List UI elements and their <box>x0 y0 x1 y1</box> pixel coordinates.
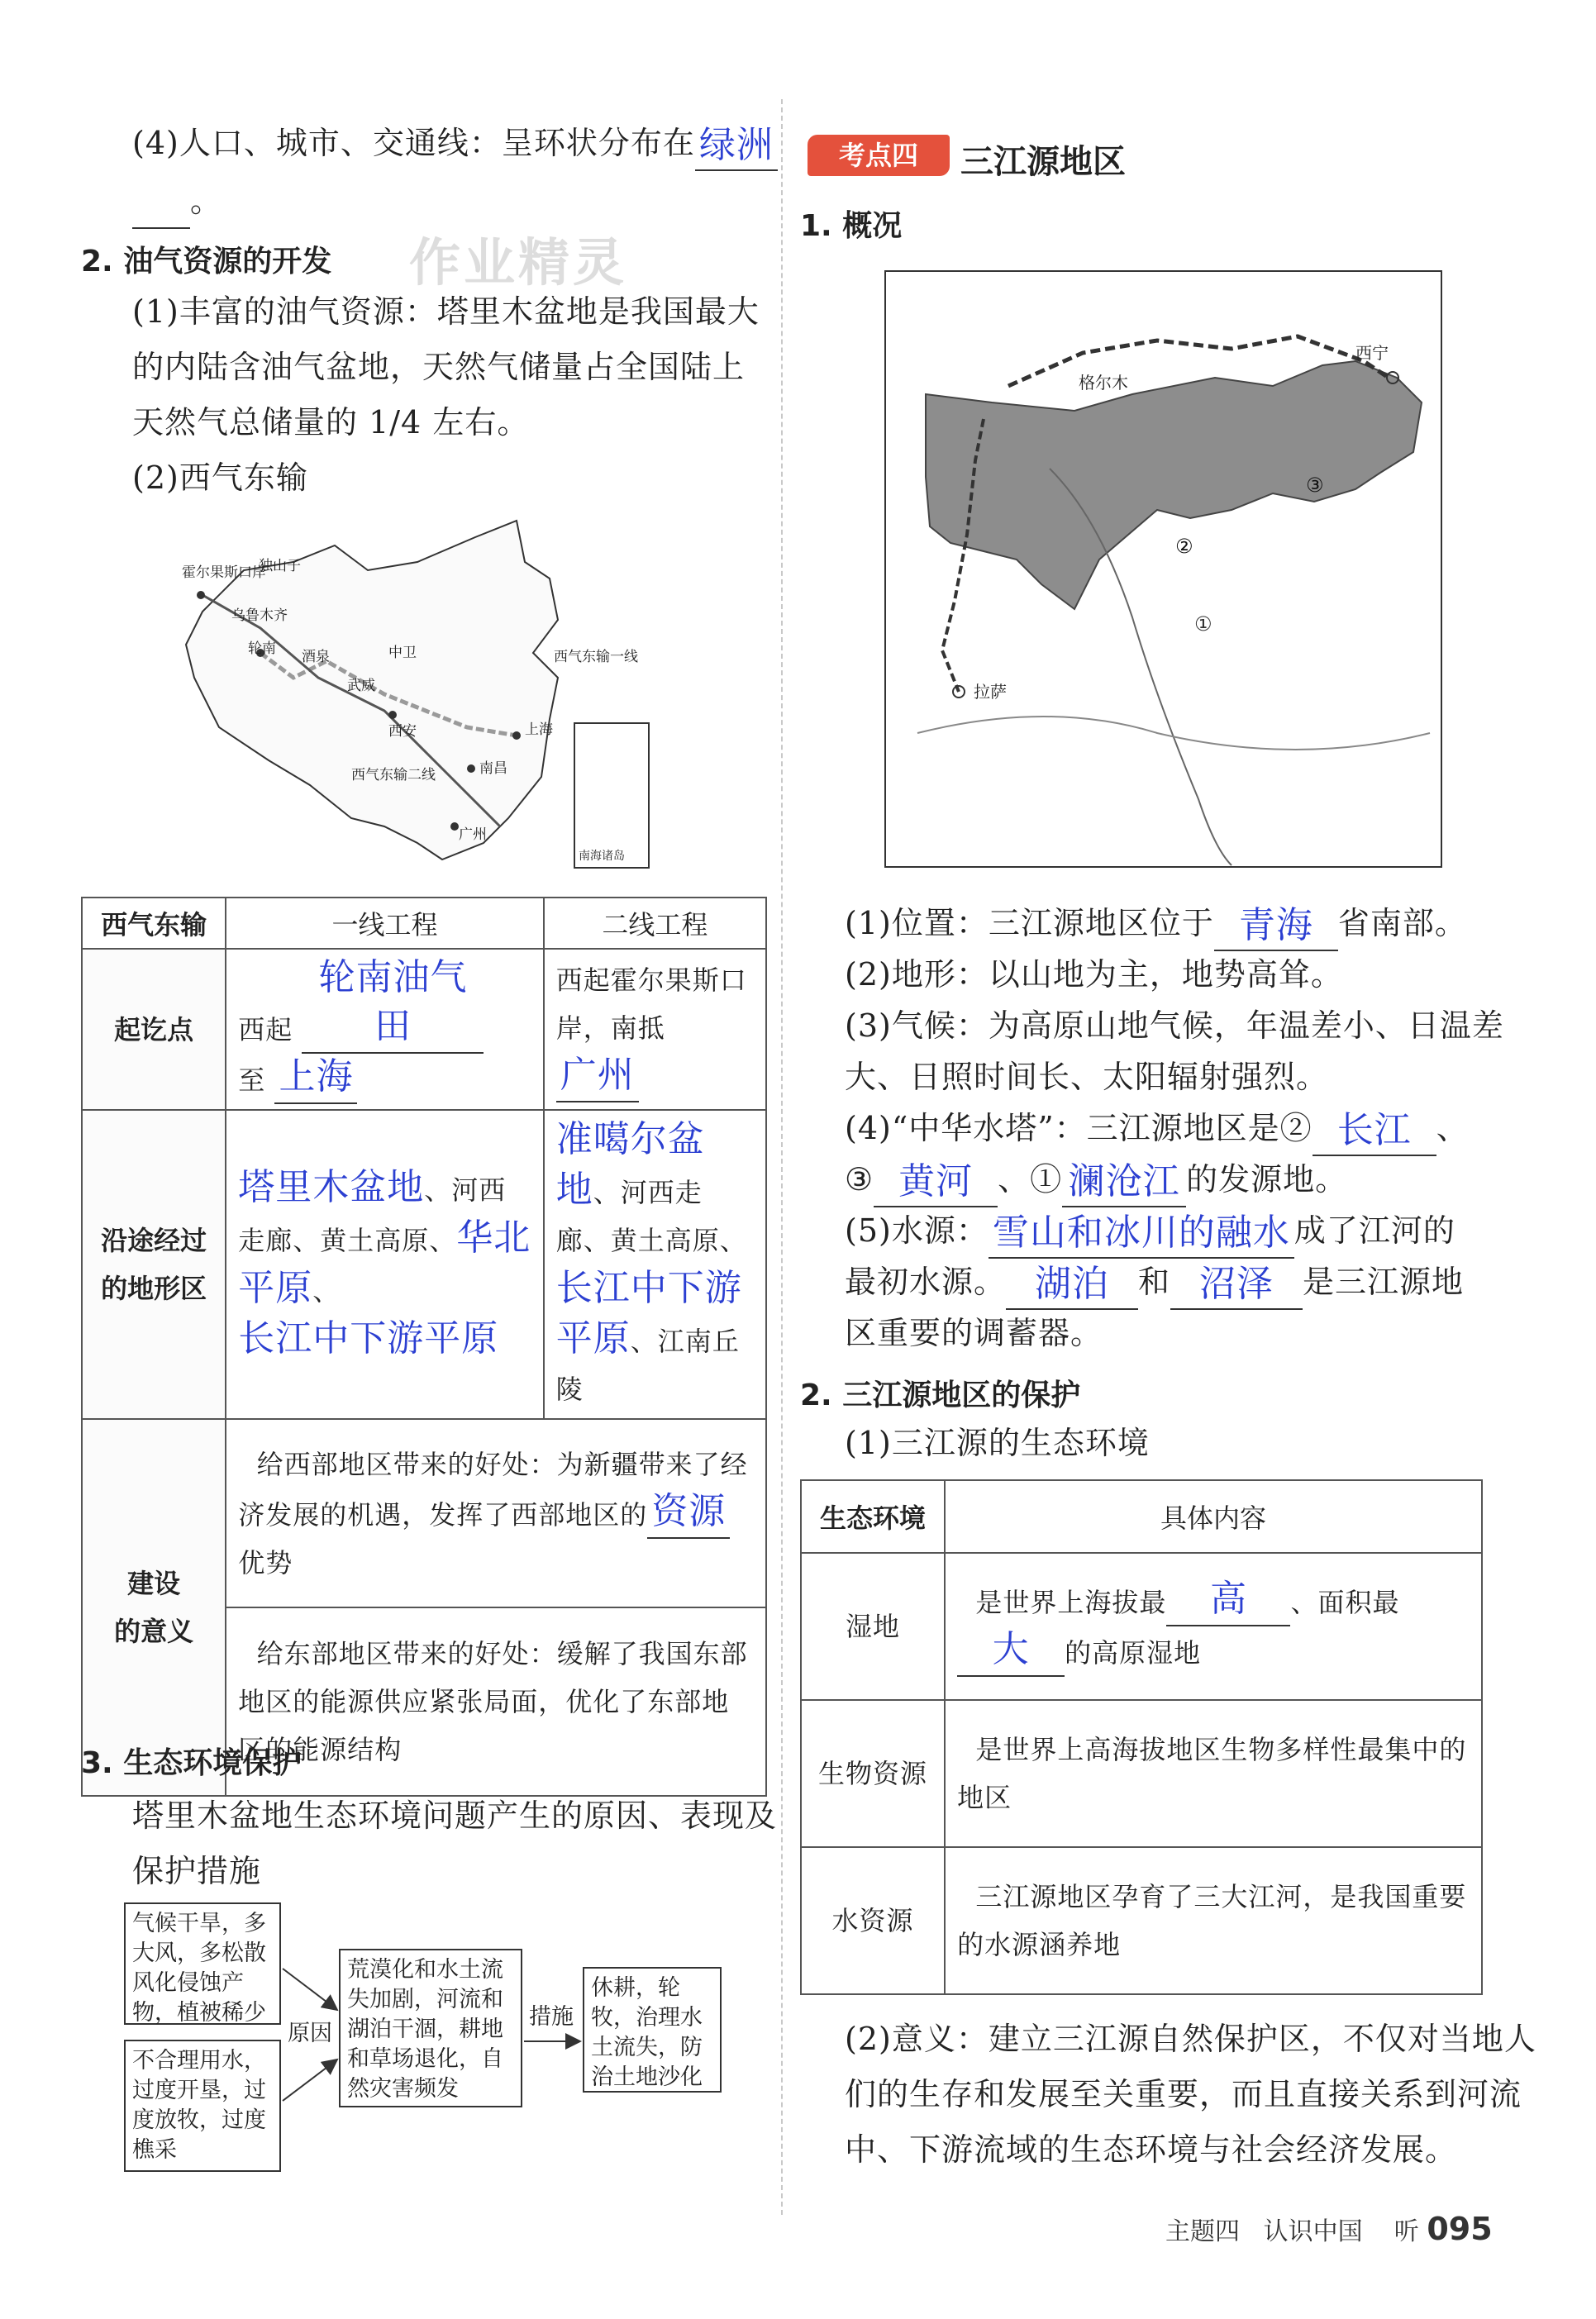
significance-l2: 们的生存和发展至关重要，而且直接关系到河流 <box>845 2076 1522 2112</box>
map-label: 中卫 <box>388 645 417 661</box>
arrow <box>283 1969 337 2010</box>
flow-cause-2: 不合理用水，过度开垦，过度放牧，过度樵采 <box>124 2040 281 2172</box>
map-label: 酒泉 <box>302 649 330 665</box>
r-section-2-title: 2. 三江源地区的保护 <box>800 1379 1081 1412</box>
map-label: 拉萨 <box>974 682 1007 702</box>
map-label: 独山子 <box>259 558 301 574</box>
map-label: 广州 <box>459 826 487 843</box>
q3-l2: 大、日照时间长、太阳辐射强烈。 <box>845 1059 1329 1095</box>
q4-l1: (4)“中华水塔”：三江源地区是② 长江 、 <box>845 1101 1469 1156</box>
west-east-gas-table <box>81 897 767 1797</box>
t2-water: 三江源地区孕育了三大江河，是我国重要的水源涵养地 <box>945 1847 1482 1994</box>
watermark: 作业精灵 <box>409 232 628 293</box>
answer: 轮南油气田 <box>318 956 468 1047</box>
t1-r2-c2: 准噶尔盆地、河西走廊、黄土高原、长江中下游平原、江南丘陵 <box>544 1110 766 1419</box>
city-dot <box>197 591 205 599</box>
significance-l1: (2)意义：建立三江源自然保护区，不仅对当地人 <box>845 2021 1536 2057</box>
flow-effect: 荒漠化和水土流失加剧，河流和湖泊干涸，耕地和草场退化，自然灾害频发 <box>339 1949 522 2107</box>
table1-header: 西气东输 <box>82 898 226 949</box>
south-sea-inset <box>574 723 649 868</box>
west-east-gas-map <box>169 512 682 893</box>
map-label: ① <box>1194 612 1212 636</box>
column-divider <box>781 99 783 2215</box>
p4-answer-blank <box>695 122 778 171</box>
answer: 雪山和冰川的融水 <box>992 1212 1290 1254</box>
q2: (2)地形：以山地为主，地势高耸。 <box>845 956 1343 993</box>
city-dot <box>512 731 521 740</box>
answer: 广州 <box>560 1054 635 1096</box>
footer-theme: 主题四 <box>1165 2217 1240 2246</box>
map-label: ② <box>1175 535 1193 558</box>
map-label: 霍尔果斯口岸 <box>182 564 266 581</box>
page-number: 095 <box>1427 2211 1493 2247</box>
s3-intro-l2: 保护措施 <box>132 1853 262 1889</box>
q5-l1: (5)水源： 雪山和冰川的融水 成了江河的 <box>845 1203 1455 1259</box>
r-section-1-title: 1. 概况 <box>800 209 903 243</box>
flow-cause-1: 气候干旱，多大风，多松散风化侵蚀产物，植被稀少 <box>124 1902 281 2025</box>
footer-ting: 听 <box>1394 2217 1419 2246</box>
q5-l3: 区重要的调蓄器。 <box>845 1315 1103 1351</box>
answer: 准噶尔盆地 <box>555 1118 705 1211</box>
footer-topic: 认识中国 <box>1263 2217 1363 2246</box>
map-label: ③ <box>1306 474 1324 497</box>
s2-p2: (2)西气东输 <box>132 460 308 496</box>
map-label: 西安 <box>388 723 417 740</box>
t1-r1-c1: 西起 轮南油气田 至 上海 <box>226 949 543 1110</box>
table2-header: 具体内容 <box>945 1480 1482 1553</box>
s2-p1-line3: 天然气总储量的 1/4 左右。 <box>132 404 530 440</box>
row-head-endpoints: 起讫点 <box>82 949 226 1110</box>
map-label: 格尔木 <box>1079 373 1128 393</box>
t1-r1-c2: 西起霍尔果斯口岸，南抵 广州 <box>544 949 766 1110</box>
significance-l3: 中、下游流域的生态环境与社会经济发展。 <box>845 2131 1458 2168</box>
s2-p1-line1: (1)丰富的油气资源：塔里木盆地是我国最大 <box>132 293 760 330</box>
answer: 长江中下游平原 <box>238 1317 499 1359</box>
city-dot <box>450 822 459 831</box>
flow-measure: 休耕，轮牧，治理水土流失，防治土地沙化 <box>583 1967 722 2093</box>
t2-head-wetland: 湿地 <box>801 1553 945 1700</box>
map-label: 上海 <box>525 721 553 738</box>
flow-cause-label: 原因 <box>288 2021 332 2046</box>
city-dot <box>467 764 475 773</box>
table2-header: 生态环境 <box>801 1480 945 1553</box>
answer: 长江 <box>1336 1109 1412 1151</box>
q1: (1)位置：三江源地区位于 青海 省南部。 <box>845 896 1467 951</box>
answer: 塔里木盆地 <box>238 1166 425 1208</box>
answer: 湖泊 <box>1035 1263 1110 1305</box>
p4-answer: 绿洲 <box>698 124 774 166</box>
table1-header: 二线工程 <box>544 898 766 949</box>
city-dot <box>388 711 397 719</box>
r-s2-sub: (1)三江源的生态环境 <box>845 1425 1150 1461</box>
topic-title: 三江源地区 <box>960 143 1126 181</box>
row-head-terrain: 沿途经过 的地形区 <box>82 1110 226 1419</box>
answer: 高 <box>1209 1578 1247 1620</box>
t2-head-water: 水资源 <box>801 1847 945 1994</box>
map-label: 西气东输二线 <box>351 767 436 783</box>
answer: 上海 <box>279 1055 354 1098</box>
map-label: 西气东输一线 <box>554 649 638 665</box>
answer: 沼泽 <box>1199 1263 1274 1305</box>
arrow <box>283 2059 337 2101</box>
s2-p1-line2: 的内陆含油气盆地，天然气储量占全国陆上 <box>132 349 746 385</box>
map-label: 轮南 <box>248 640 276 657</box>
map-label: 武威 <box>347 678 375 694</box>
s3-intro-l1: 塔里木盆地生态环境问题产生的原因、表现及 <box>132 1798 778 1834</box>
answer: 资源 <box>651 1489 727 1532</box>
t2-bio: 是世界上高海拔地区生物多样性最集中的地区 <box>945 1700 1482 1847</box>
answer: 长江中下游平原 <box>555 1267 742 1359</box>
p4-line2: 。 <box>132 174 222 229</box>
answer: 黄河 <box>898 1160 974 1202</box>
section-3-title: 3. 生态环境保护 <box>81 1746 303 1780</box>
flow-measure-label: 措施 <box>529 2004 574 2030</box>
q3-l1: (3)气候：为高原山地气候，年温差小、日温差 <box>845 1007 1504 1044</box>
q4-l2: ③ 黄河 、① 澜沧江 的发源地。 <box>845 1152 1347 1207</box>
answer: 大 <box>992 1628 1030 1670</box>
map-label: 西宁 <box>1355 343 1389 363</box>
topic-badge: 考点四 <box>808 135 950 176</box>
t1-r2-c1: 塔里木盆地、河西走廊、黄土高原、华北平原、 长江中下游平原 <box>226 1110 543 1419</box>
map-label: 南海诸岛 <box>579 850 625 863</box>
map-label: 乌鲁木齐 <box>231 607 288 624</box>
flow-arrows <box>281 1950 587 2116</box>
q5-l2: 最初水源。 湖泊 和 沼泽 是三江源地 <box>845 1255 1464 1310</box>
answer: 华北平原 <box>238 1217 531 1309</box>
t1-r3-west: 给西部地区带来的好处：为新疆带来了经济发展的机遇，发挥了西部地区的 资源优势 <box>226 1419 766 1607</box>
t2-wetland: 是世界上海拔最 高 、面积最 大 的高原湿地 <box>945 1553 1482 1700</box>
sanjiangyuan-table <box>800 1479 1483 1995</box>
t2-head-bio: 生物资源 <box>801 1700 945 1847</box>
footer <box>1165 2211 1493 2247</box>
row-head-significance: 建设 的意义 <box>82 1419 226 1796</box>
table1-header: 一线工程 <box>226 898 543 949</box>
t1-r3-east: 给东部地区带来的好处：缓解了我国东部地区的能源供应紧张局面，优化了东部地区的能源结构 <box>226 1607 766 1796</box>
sanjiangyuan-map <box>884 270 1442 868</box>
answer: 澜沧江 <box>1068 1160 1180 1202</box>
section-2-title: 2. 油气资源的开发 <box>81 245 332 279</box>
answer: 青海 <box>1238 904 1313 946</box>
p4-line: (4)人口、城市、交通线：呈环状分布在 绿洲 <box>132 116 778 171</box>
map-label: 南昌 <box>479 760 507 777</box>
